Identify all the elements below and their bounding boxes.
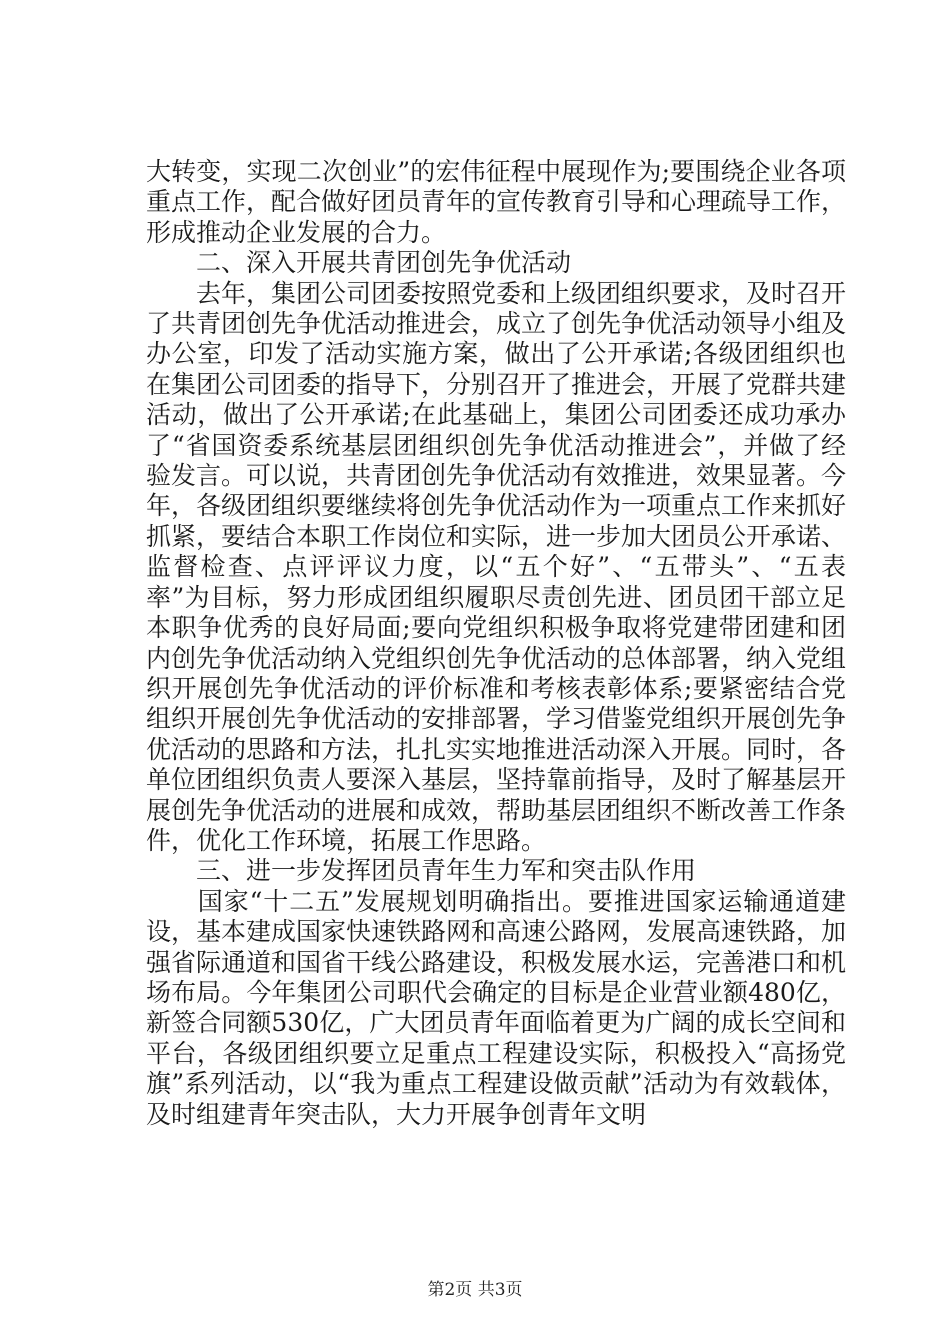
section-heading-3: 三、进一步发挥团员青年生力军和突击队作用	[146, 856, 697, 886]
page-footer: 第2页 共3页	[427, 1280, 523, 1300]
paragraph-section-3: 国家“十二五”发展规划明确指出。要推进国家运输通道建设，基本建成国家快速铁路网和高速公路网，发展高速铁路，加强省际通道和国省干线公路建设，积极发展水运，完善港口和机场布局。今年集团公司职代会确定的目标是企业营业额480亿，新签合同额530亿，广大团员青年面临着更为广阔的成长空间和平台，各级团组织要立足重点工程建设实际，积极投入“高扬党旗”系列活动，以“我为重点工程建设做贡献”活动为有效载体，及时组建青年突击队，大力开展争创青年文明	[146, 886, 847, 1129]
section-heading-2: 二、深入开展共青团创先争优活动	[146, 248, 572, 278]
paragraph-section-2: 去年，集团公司团委按照党委和上级团组织要求，及时召开了共青团创先争优活动推进会，成立了创先争优活动领导小组及办公室，印发了活动实施方案，做出了公开承诺;各级团组织也在集团公司团委的指导下，分别召开了推进会，开展了党群共建活动，做出了公开承诺;在此基础上，集团公司团委还成功承办了“省国资委系统基层团组织创先争优活动推进会”，并做了经验发言。可以说，共青团创先争优活动有效推进，效果显著。今年，各级团组织要继续将创先争优活动作为一项重点工作来抓好抓紧，要结合本职工作岗位和实际，进一步加大团员公开承诺、监督检查、点评评议力度，以“五个好”、“五带头”、“五表率”为目标，努力形成团组织履职尽责创先进、团员团干部立足本职争优秀的良好局面;要向党组织积极争取将党建带团建和团内创先争优活动纳入党组织创先争优活动的总体部署，纳入党组织开展创先争优活动的评价标准和考核表彰体系;要紧密结合党组织开展创先争优活动的安排部署，学习借鉴党组织开展创先争优活动的思路和方法，扎扎实实地推进活动深入开展。同时，各单位团组织负责人要深入基层，坚持靠前指导，及时了解基层开展创先争优活动的进展和成效，帮助基层团组织不断改善工作条件，优化工作环境，拓展工作思路。	[146, 278, 847, 855]
document-body	[146, 157, 846, 1130]
paragraph-continuation: 大转变，实现二次创业”的宏伟征程中展现作为;要围绕企业各项重点工作，配合做好团员青年的宣传教育引导和心理疏导工作，形成推动企业发展的合力。	[146, 157, 847, 247]
